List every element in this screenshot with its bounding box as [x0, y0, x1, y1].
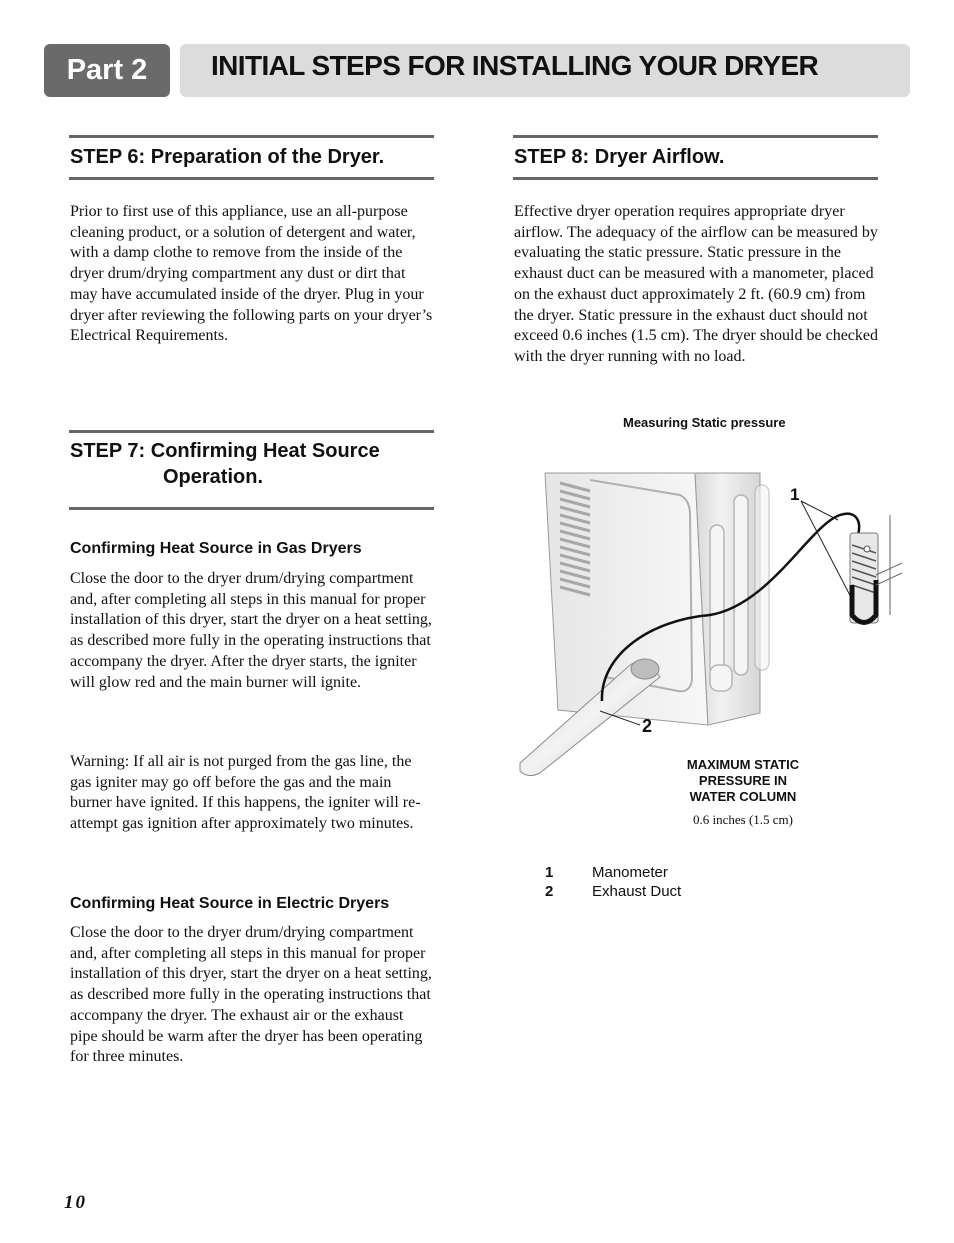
legend-label: Manometer — [592, 864, 668, 881]
gas-dryers-heading: Confirming Heat Source in Gas Dryers — [70, 540, 362, 557]
step8-heading-box — [513, 135, 878, 180]
step6-body: Prior to first use of this appliance, use an all-purpose cleaning product, or a solution of detergent and water, with a damp clothe to remove from the inside of the dryer drum/drying compartment any dust or dirt that may have accumulated inside of the dryer. Plug in your dryer after reviewing the following parts on your dryer’s Electrical Requirements. — [70, 203, 433, 345]
electric-dryers-heading: Confirming Heat Source in Electric Dryers — [70, 895, 390, 912]
callout-1: 1 — [790, 485, 800, 504]
step8-body: Effective dryer operation requires appropriate dryer airflow. The adequacy of the airflow can be measured by evaluating the static pressure. Static pressure in the exhaust duct can be measured with a manometer, placed on the exhaust duct approximately 2 ft. (60.9 cm) from the dryer. Static pressure in the exhaust duct should not exceed 0.6 inches (1.5 cm). The dryer should be checked with the dryer running with no load. — [514, 203, 879, 365]
step8-title: STEP 8: Dryer Airflow. — [514, 146, 725, 168]
gas-dryers-body: Close the door to the dryer drum/drying compartment and, after completing all steps in this manual for proper installation of this dryer, start the dryer on a heat setting, as described more fully in the operating instructions that accompany the dryer. After the dryer starts, the igniter will glow red and the main burner will ignite. — [70, 570, 432, 691]
max-static-value: 0.6 inches (1.5 cm) — [693, 812, 794, 827]
step7-title-line2: Operation. — [163, 466, 264, 488]
step7-heading-box — [69, 430, 434, 510]
legend-number: 2 — [545, 883, 554, 900]
legend-label: Exhaust Duct — [592, 883, 682, 900]
legend-number: 1 — [545, 864, 554, 881]
legend-row — [545, 883, 681, 900]
max-static-label — [663, 757, 823, 805]
max-static-line1: MAXIMUM STATIC — [686, 757, 800, 772]
electric-dryers-body: Close the door to the dryer drum/drying compartment and, after completing all steps in this manual for proper installation of this dryer, start the dryer on a heat setting, as described more fully in the operating instructions that accompany the dryer. The exhaust air or the exhaust pipe should be warm after the dryer has been operating for three minutes. — [70, 924, 432, 1066]
figure-caption: Measuring Static pressure — [623, 415, 786, 430]
max-static-line3: WATER COLUMN — [689, 789, 797, 804]
page-number: 10 — [64, 1192, 87, 1213]
page-title: INITIAL STEPS FOR INSTALLING YOUR DRYER — [211, 50, 819, 81]
step6-title: STEP 6: Preparation of the Dryer. — [70, 146, 385, 168]
step6-heading-box — [69, 135, 434, 180]
step7-title-line1: STEP 7: Confirming Heat Source — [70, 440, 380, 462]
static-pressure-illustration — [510, 465, 910, 785]
max-static-line2: PRESSURE IN — [698, 773, 788, 788]
gas-warning: Warning: If all air is not purged from the gas line, the gas igniter may go off before the gas and the main burner have ignited. If this happens, the igniter will re-attempt gas ignition after approximately two minutes. — [70, 753, 421, 833]
legend-row — [545, 864, 668, 881]
callout-2: 2 — [642, 716, 653, 736]
part-badge: Part 2 — [44, 44, 170, 97]
header-title-bar — [180, 44, 910, 97]
